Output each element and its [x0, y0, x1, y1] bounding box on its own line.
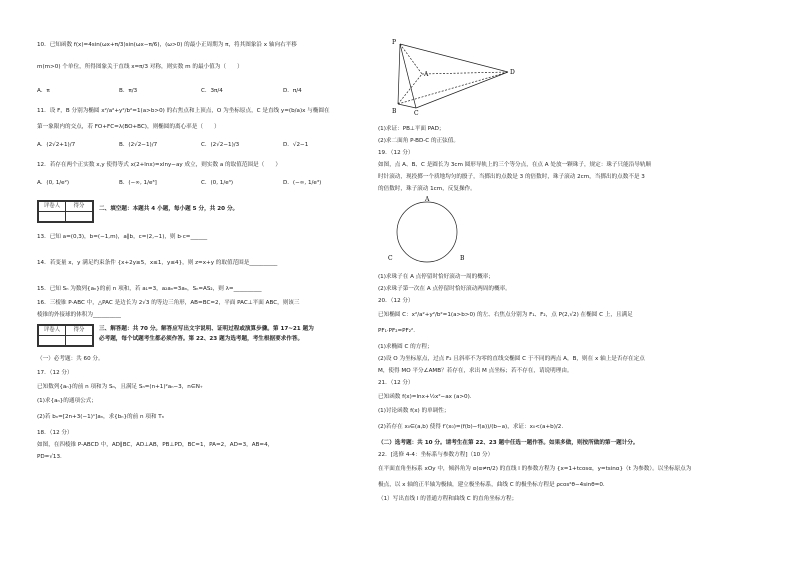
- circle-label-c: C: [388, 255, 393, 262]
- q19-line3: 的倍数时，珠子滚动 1cm，反复操作。: [378, 186, 476, 192]
- score-cell: [39, 212, 66, 222]
- q14: 14．若变量 x，y 满足约束条件 {x+2y≥5，x≤1，y≤4}，则 z=x+y 的取值范围是__________: [37, 260, 278, 266]
- label-a: A: [424, 71, 429, 78]
- q17-part2: (2)若 bₙ=[2n+3(−1)ⁿ]aₙ，求{bₙ}的前 n 项和 Tₙ: [37, 414, 164, 420]
- q22-line2: 极点，以 x 轴的正半轴为极轴，建立极坐标系，曲线 C 的极坐标方程是 ρcos²θ−4sinθ=0.: [378, 482, 605, 488]
- part2-title: 二、填空题：本题共 4 小题，每小题 5 分，共 20 分。: [99, 206, 239, 212]
- circle-label-a: A: [425, 196, 430, 203]
- score-header-grader: 评卷人: [39, 326, 66, 336]
- q19-line2: 时针滚动，现投掷一个质地均匀的骰子，当掷出的点数是 3 的倍数时，珠子滚动 2cm，当掷出的点数不是 3: [378, 174, 645, 180]
- q17-score: 17．（12 分）: [37, 370, 73, 376]
- q20-line2: PF₁·PF₂=PF₂².: [378, 328, 415, 334]
- score-box-part2: [37, 200, 94, 223]
- q12-line1: 12．若存在两个正实数 x,y 使得等式 x(2+lnx)=xlny−ay 成立，则实数 a 的取值范围是（ ）: [37, 162, 281, 168]
- q19-line1: 如图，点 A、B、C 是圆长为 3cm 圆形导轨上的三个等分点，在点 A 处放一颗珠子，规定：珠子只能沿导轨顺: [378, 162, 652, 168]
- q11-option-b: B．(2√2−1)/7: [119, 142, 158, 148]
- score-box-part3: [37, 324, 94, 347]
- q16-line1: 16．三棱锥 P-ABC 中，△PAC 是边长为 2√3 的等边三角形，AB=BC=2，平面 PAC⊥平面 ABC，则该三: [37, 300, 300, 306]
- q10-line2: m(m>0) 个单位，所得图象关于直线 x=π/3 对称，则实数 m 的最小值为（ ）: [37, 64, 243, 70]
- q11-line2: 第一象限内的交点，若 FO+FC=λ(BO+BC)，则椭圆的离心率是（ ）: [37, 124, 220, 130]
- q22-title: 22．[选修 4-4：坐标系与参数方程]（10 分）: [378, 452, 494, 458]
- q20-line1: 已知椭圆 C：x²/a²+y²/b²=1(a>b>0) 的左、右焦点分别为 F₁、F₂，点 P(2,√2) 在椭圆 C 上，且满足: [378, 312, 633, 318]
- q21-line1: 已知函数 f(x)=lnx+½x²−ax (a>0).: [378, 394, 472, 400]
- q12-option-a: A．(0, 1/e²): [37, 180, 70, 186]
- q11-line1: 11．设 F，B 分别为椭圆 x²/a²+y²/b²=1(a>b>0) 的右焦点和上顶点，O 为坐标原点，C 是直线 y=(b/a)x 与椭圆在: [37, 108, 330, 114]
- q11-option-d: D．√2−1: [283, 142, 309, 148]
- q19-part2: (2)求珠子第一次在 A 点停留时恰好滚动两周的概率。: [378, 286, 511, 292]
- part3-title-line2: 必考题，每个试题考生都必须作答。第 22、23 题为选考题，考生根据要求作答。: [99, 336, 304, 342]
- q20-part2: (2)设 O 为坐标原点，过点 F₂ 且斜率不为零的直线交椭圆 C 于不同的两点 A，B，则在 x 轴上是否存在定点: [378, 356, 645, 362]
- score-header-score: 得分: [66, 326, 93, 336]
- q12-option-c: C．(0, 1/e³): [201, 180, 234, 186]
- part3-title-line1: 三、解答题：共 70 分。解答应写出文字说明、证明过程或演算步骤。第 17~21 题为: [99, 326, 314, 332]
- score-cell: [66, 212, 93, 222]
- q22-part1: （1）写出直线 l 的普通方程和曲线 C 的直角坐标方程；: [378, 496, 518, 502]
- q11-option-c: C．(2√2−1)/3: [201, 142, 240, 148]
- q17-line1: 已知数列{aₙ}的前 n 项和为 Sₙ，且满足 Sₙ=(n+1)²aₙ−3，n∈N₊: [37, 384, 203, 390]
- score-cell: [66, 336, 93, 346]
- q18-score: 18．（12 分）: [37, 430, 73, 436]
- score-header-score: 得分: [66, 202, 93, 212]
- label-b: B: [392, 108, 397, 115]
- q10-option-d: D．π/4: [283, 88, 302, 94]
- q20-part1: (1)求椭圆 C 的方程；: [378, 344, 433, 350]
- label-d: D: [510, 69, 515, 76]
- required-title: （一）必考题：共 60 分。: [37, 356, 104, 362]
- label-c: C: [414, 110, 419, 116]
- q20-score: 20．（12 分）: [378, 298, 414, 304]
- q20-part2b: M，使得 MO 平分∠AMB？若存在，求出 M 点坐标；若不存在，请说明理由。: [378, 368, 573, 374]
- q18-line2: PD=√13.: [37, 454, 62, 460]
- q10-option-b: B．π/3: [119, 88, 138, 94]
- q10-option-a: A．π: [37, 88, 50, 94]
- circle-figure: [382, 196, 472, 270]
- q10-option-c: C．3π/4: [201, 88, 223, 94]
- q10-line1: 10．已知函数 f(x)=4sin(ωx+π/3)sin(ωx−π/6)，(ω>0) 的最小正周期为 π，将其图象沿 x 轴向右平移: [37, 42, 297, 48]
- q19-part1: (1)求珠子在 A 点停留时恰好滚动一周的概率；: [378, 274, 494, 280]
- q18-part2: (2)求二面角 P-BD-C 的正弦值。: [378, 138, 459, 144]
- circle-label-b: B: [460, 255, 465, 262]
- q18-line1: 如图，在四棱锥 P-ABCD 中，AD∥BC，AD⊥AB，PB⊥PD，BC=1，PA=2，AD=3，AB=4，: [37, 442, 274, 448]
- q21-part2: (2)若存在 x₀∈(a,b) 使得 f′(x₀)=(f(b)−f(a))/(b−a)，求证：x₀<(a+b)/2.: [378, 424, 564, 430]
- q12-option-b: B．(−∞, 1/e³]: [119, 180, 157, 186]
- q19-score: 19．（12 分）: [378, 150, 414, 156]
- q15: 15．已知 Sₙ 为数列{aₙ}的前 n 项和，若 a₁=3，a₂aₙ=3aₙ，Sₙ=AS₂，则 λ=__________: [37, 286, 262, 292]
- q13: 13．已知 a=(0,3)，b=(−1,m)，a∥b，c=(2,−1)，则 b·c=______: [37, 234, 208, 240]
- optional-title: （二）选考题：共 10 分。请考生在第 22、23 题中任选一题作答。如果多做，则按所做的第一题计分。: [378, 440, 639, 446]
- q17-part1: (1)求{aₙ}的通项公式；: [37, 398, 97, 404]
- q22-line1: 在平面直角坐标系 xOy 中，倾斜角为 α(α≠π/2) 的直线 l 的参数方程为 {x=1+tcosα，y=tsinα}（t 为参数）。以坐标原点为: [378, 466, 692, 472]
- q21-part1: (1)讨论函数 f(x) 的单调性；: [378, 408, 450, 414]
- q11-option-a: A．(2√2+1)/7: [37, 142, 76, 148]
- q21-score: 21．（12 分）: [378, 380, 414, 386]
- pyramid-figure: [390, 36, 530, 116]
- label-p: P: [392, 39, 397, 46]
- score-cell: [39, 336, 66, 346]
- q12-option-d: D．(−∞, 1/e³): [283, 180, 322, 186]
- q18-part1: (1)求证：PB⊥平面 PAD；: [378, 126, 445, 132]
- score-header-grader: 评卷人: [39, 202, 66, 212]
- q16-line2: 棱锥的外接球的体积为__________: [37, 312, 121, 318]
